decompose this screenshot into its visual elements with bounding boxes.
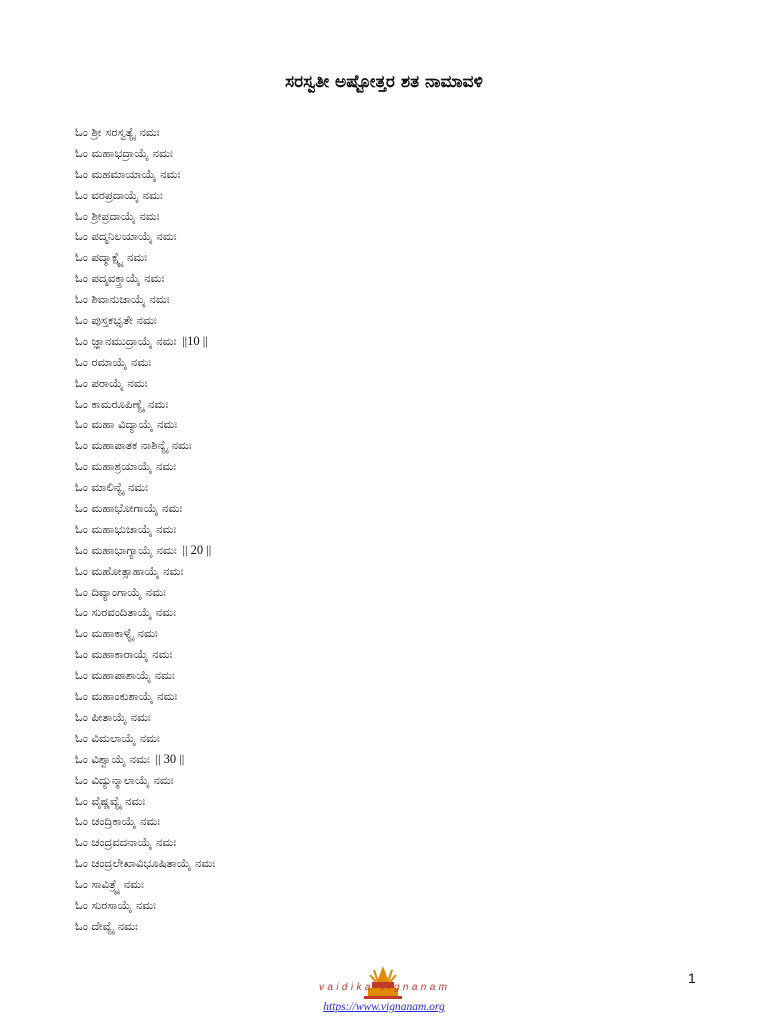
mantra-text: ಓಂ ಪರಾಯೈ ನಮಃ (75, 375, 148, 390)
mantra-line (75, 122, 215, 143)
mantra-text: ಓಂ ದಿವ್ಯಾಂಗಾಯೈ ನಮಃ (75, 584, 166, 599)
mantra-line (75, 352, 215, 373)
page-title: ಸರಸ್ವತೀ ಅಷ್ಟೋತ್ತರ ಶತ ನಾಮಾವಳಿ (285, 72, 483, 92)
mantra-line (75, 143, 215, 164)
mantra-line (75, 874, 215, 895)
mantra-text: ಓಂ ದೇವ್ಯೈ ನಮಃ (75, 918, 138, 933)
mantra-text: ಓಂ ಮಹಾಕಾಳ್ಯೈ ನಮಃ (75, 626, 158, 641)
verse-count-marker: || 20 || (182, 542, 212, 557)
mantra-line (75, 686, 215, 707)
mantra-line (75, 373, 215, 394)
mantra-line (75, 185, 215, 206)
mantra-text: ಓಂ ವೈಷ್ಣವ್ಯೈ ನಮಃ (75, 793, 146, 808)
mantra-line (75, 644, 215, 665)
mantra-text: ಓಂ ಶ್ರೀಪ್ರದಾಯೈ ನಮಃ (75, 208, 160, 223)
mantra-text: ಓಂ ವಿದ್ಯುನ್ಮಾಲಾಯೈ ನಮಃ (75, 772, 174, 787)
mantra-text: ಓಂ ಪದ್ಮಾಕ್ಷ್ಯೈ ನಮಃ (75, 250, 148, 265)
page-number: 1 (688, 970, 696, 986)
mantra-line (75, 832, 215, 853)
mantra-text: ಓಂ ಮಹಾಭಾಗ್ಯಾಯೈ ನಮಃ (75, 542, 177, 557)
mantra-text: ಓಂ ವಿಶ್ವಾಯೈ ನಮಃ (75, 751, 150, 766)
mantra-text: ಓಂ ವಿಮಲಾಯೈ ನಮಃ (75, 730, 160, 745)
mantra-text: ಓಂ ಮಹಾಭುಜಾಯೈ ನಮಃ (75, 521, 177, 536)
mantra-line (75, 561, 215, 582)
mantra-line (75, 707, 215, 728)
mantra-text: ಓಂ ಪೀತಾಯೈ ನಮಃ (75, 709, 151, 724)
mantra-line (75, 226, 215, 247)
mantra-text: ಓಂ ಮಹೋತ್ಸಾಹಾಯೈ ನಮಃ (75, 563, 184, 578)
mantra-text: ಓಂ ಚಂದ್ರವದನಾಯೈ ನಮಃ (75, 835, 177, 850)
mantra-line (75, 268, 215, 289)
mantra-line (75, 247, 215, 268)
mantra-line (75, 811, 215, 832)
mantra-line (75, 540, 215, 561)
mantra-line (75, 853, 215, 874)
mantra-line (75, 665, 215, 686)
mantra-line (75, 749, 215, 770)
mantra-text: ಓಂ ಸುರಸಾಯೈ ನಮಃ (75, 897, 157, 912)
mantra-line (75, 728, 215, 749)
verse-count-marker: || 30 || (155, 751, 185, 766)
mantra-text: ಓಂ ಚಂದ್ರಲೇಖಾವಿಭೂಷಿತಾಯೈ ನಮಃ (75, 856, 216, 871)
mantra-text: ಓಂ ಪುಸ್ತಕಭೃತೇ ನಮಃ (75, 313, 157, 328)
mantra-text: ಓಂ ರಮಾಯೈ ನಮಃ (75, 354, 152, 369)
mantra-text: ಓಂ ಪದ್ಮನಿಲಯಾಯೈ ನಮಃ (75, 229, 177, 244)
mantra-text: ಓಂ ಸಾವಿತ್ರ್ಯೈ ನಮಃ (75, 877, 144, 892)
mantra-line (75, 623, 215, 644)
mantra-text: ಓಂ ಮಾಲಿನ್ಯೈ ನಮಃ (75, 480, 149, 495)
verse-count-marker: ||10 || (182, 333, 208, 348)
mantra-line (75, 164, 215, 185)
mantra-line (75, 435, 215, 456)
mantra-line (75, 770, 215, 791)
mantra-line (75, 895, 215, 916)
mantra-text: ಓಂ ಮಹಾಭದ್ರಾಯೈ ನಮಃ (75, 145, 173, 160)
mantra-text: ಓಂ ಕಾಮರೂಪಿಣ್ಯೈ ನಮಃ (75, 396, 169, 411)
mantra-text: ಓಂ ಮಹಾಕಾರಾಯೈ ನಮಃ (75, 647, 173, 662)
mantra-line (75, 477, 215, 498)
mantra-line (75, 498, 215, 519)
mantra-text: ಓಂ ಮಹಾಪಾತಕ ನಾಶಿನ್ಯೈ ನಮಃ (75, 438, 192, 453)
mantra-line (75, 206, 215, 227)
mantra-text: ಓಂ ಮಹಾಭೋಗಾಯೈ ನಮಃ (75, 501, 183, 516)
mantra-text: ಓಂ ಮಹಾಶ್ರಯಾಯೈ ನಮಃ (75, 459, 177, 474)
mantra-text: ಓಂ ಮಹಾಂಕುಶಾಯೈ ನಮಃ (75, 689, 178, 704)
mantra-line (75, 310, 215, 331)
mantra-line (75, 414, 215, 435)
mantra-line (75, 331, 215, 352)
mantra-text: ಓಂ ಶ್ರೀ ಸರಸ್ವತ್ಯೈ ನಮಃ (75, 125, 160, 139)
mantra-text: ಓಂ ಶಿವಾನುಜಾಯೈ ನಮಃ (75, 292, 170, 307)
mantra-text: ಓಂ ಜ್ಞಾನಮುದ್ರಾಯೈ ನಮಃ (75, 333, 177, 348)
mantra-line (75, 582, 215, 603)
mantra-line (75, 289, 215, 310)
mantra-line (75, 602, 215, 623)
logo-text: vaidika vignanam (319, 982, 447, 993)
mantra-line (75, 394, 215, 415)
mantra-text: ಓಂ ಚಂದ್ರಿಕಾಯೈ ನಮಃ (75, 814, 161, 829)
mantra-text: ಓಂ ಮಹಾ ವಿದ್ಯಾಯೈ ನಮಃ (75, 417, 178, 432)
mantra-line (75, 519, 215, 540)
mantra-text: ಓಂ ಪದ್ಮವಕ್ತ್ರಾಯೈ ನಮಃ (75, 271, 165, 286)
mantra-text: ಓಂ ಮಹಾಪಾಶಾಯೈ ನಮಃ (75, 668, 175, 683)
vaidika-vignanam-logo (288, 962, 478, 1004)
mantra-list (75, 122, 215, 937)
mantra-text: ಓಂ ಮಹಮಾಯಾಯೈ ನಮಃ (75, 166, 181, 181)
mantra-line (75, 791, 215, 812)
mantra-text: ಓಂ ವರಪ್ರದಾಯೈ ನಮಃ (75, 187, 163, 202)
footer-website-link[interactable]: https://www.vignanam.org (323, 1001, 445, 1013)
mantra-text: ಓಂ ಸುರವಂದಿತಾಯೈ ನಮಃ (75, 605, 176, 620)
mantra-line (75, 916, 215, 937)
mantra-line (75, 456, 215, 477)
